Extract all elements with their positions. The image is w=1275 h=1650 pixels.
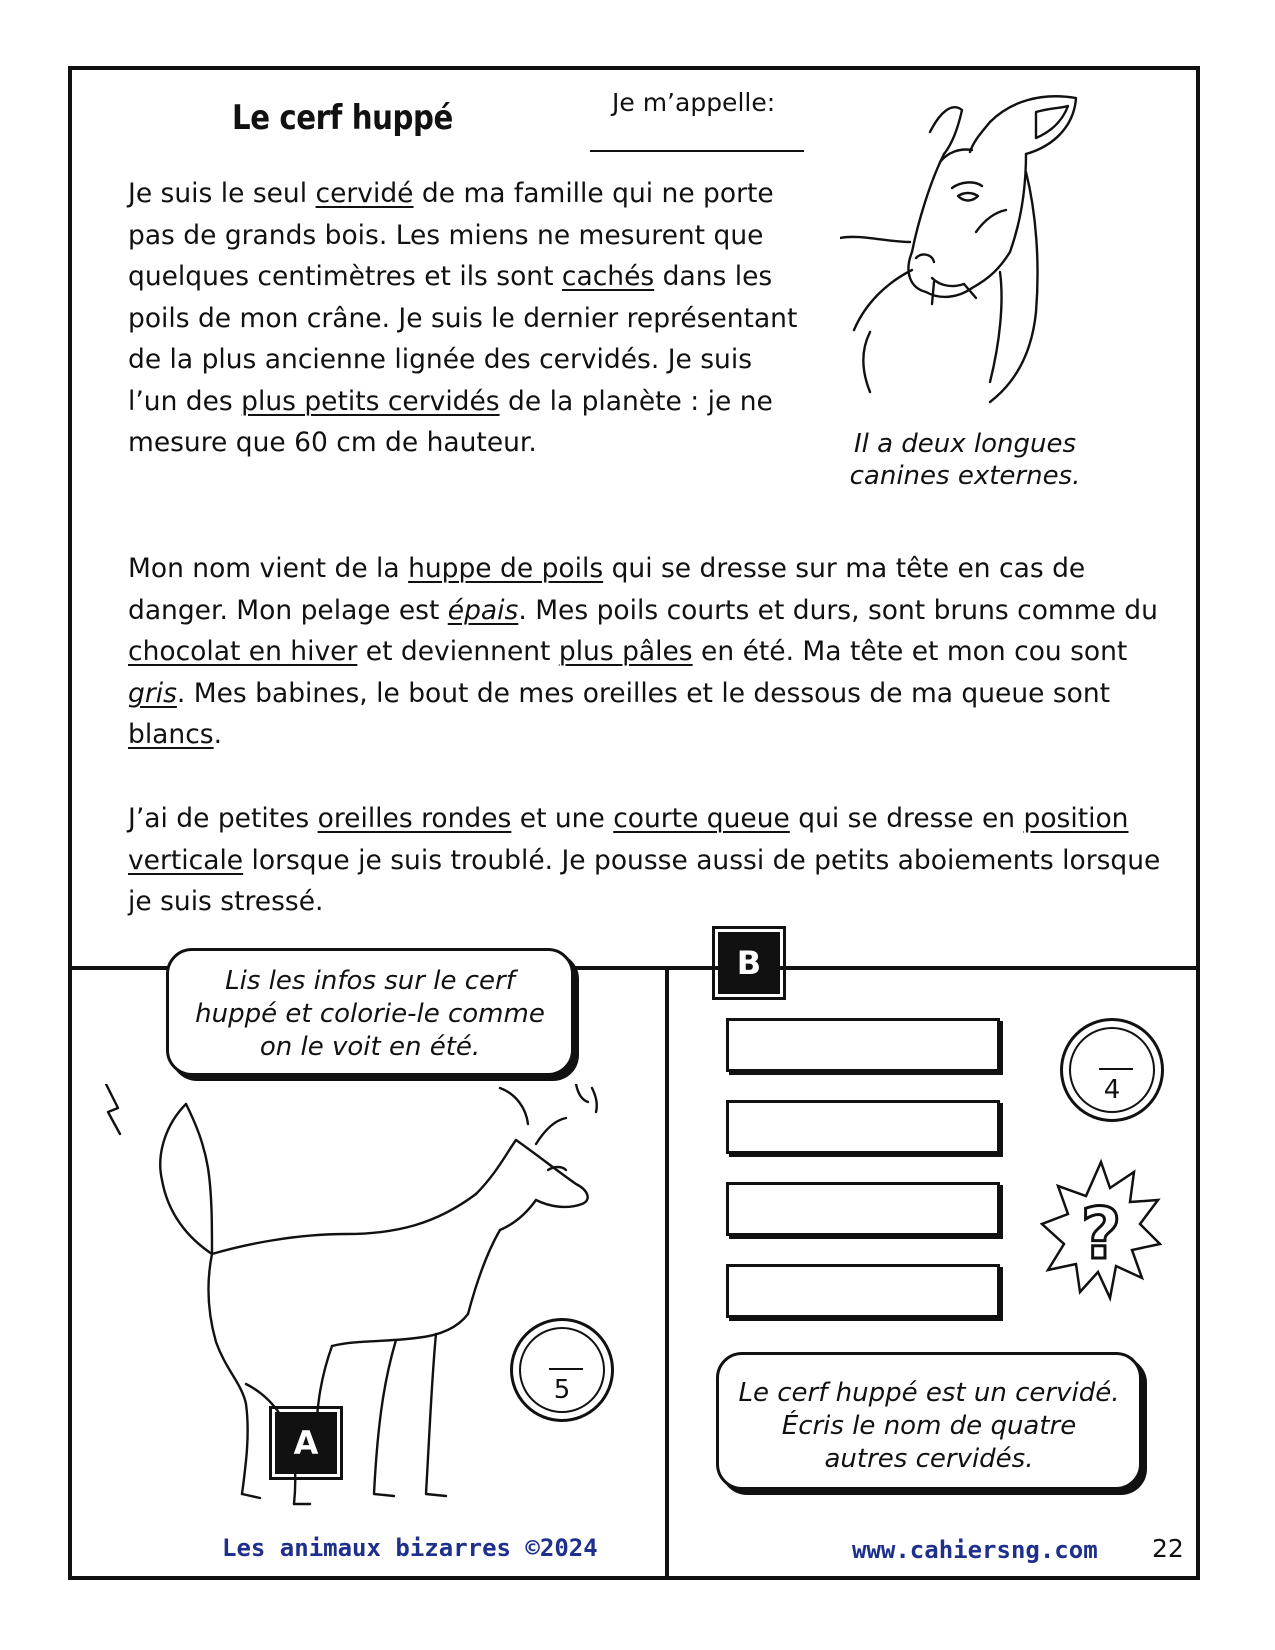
score-blank [1099, 1068, 1133, 1070]
answer-field-2[interactable] [726, 1100, 1000, 1154]
answer-field-4[interactable] [726, 1264, 1000, 1318]
underlined-keyword: huppe de poils [408, 553, 604, 584]
section-divider-vertical [665, 966, 669, 1580]
name-label: Je m’appelle: [612, 88, 776, 117]
instruction-bubble-b: Le cerf huppé est un cervidé. Écris le nom de quatre autres cervidés. [716, 1352, 1142, 1490]
underlined-keyword: cervidé [315, 178, 414, 209]
question-mark-burst-icon [1040, 1158, 1162, 1304]
underlined-keyword: plus petits cervidés [241, 385, 500, 417]
intro-paragraph-2: Mon nom vient de la huppe de poils qui se dresse sur ma tête en cas de danger. Mon pelage est épais. Mes poils courts et durs, sont bruns comme du chocolat en hiver et deviennent plus pâles en été. Ma tête et mon cou sont gris. Mes babines, le bout de mes oreilles et le dessous de ma queue sont blancs. [128, 553, 1158, 750]
underlined-keyword: plus pâles [558, 636, 693, 667]
answer-field-1[interactable] [726, 1018, 1000, 1072]
section-label-b: B [718, 932, 780, 994]
footer-copyright: Les animaux bizarres ©2024 [222, 1534, 598, 1562]
instruction-bubble-a: Lis les infos sur le cerf huppé et colorie-le comme on le voit en été. [166, 948, 574, 1076]
underlined-keyword: oreilles rondes [317, 803, 512, 834]
score-circle-b[interactable] [1060, 1018, 1164, 1122]
deer-body-illustration [96, 1084, 636, 1514]
page-number: 22 [1152, 1534, 1184, 1563]
underlined-keyword: blancs [128, 719, 214, 750]
score-max-b: 4 [1103, 1075, 1121, 1105]
page-title: Le cerf huppé [232, 98, 453, 138]
section-label-a: A [275, 1412, 337, 1474]
underlined-keyword: courte queue [613, 803, 790, 834]
illustration-caption: Il a deux longues canines externes. [849, 429, 1081, 491]
intro-paragraph-3: J’ai de petites oreilles rondes et une courte queue qui se dresse en position verticale lorsque je suis troublé. Je pousse aussi de petits aboiements lorsque je suis stressé. [128, 803, 1161, 917]
answer-field-3[interactable] [726, 1182, 1000, 1236]
footer-website-link[interactable]: www.cahiersng.com [852, 1536, 1098, 1564]
underlined-keyword: chocolat en hiver [128, 636, 358, 667]
deer-head-illustration [840, 92, 1130, 412]
svg-text:?: ? [1080, 1193, 1122, 1275]
underlined-keyword: gris [128, 677, 177, 709]
underlined-keyword: cachés [561, 261, 655, 292]
underlined-keyword: épais [447, 594, 519, 626]
score-blank [549, 1368, 583, 1370]
intro-paragraph-1: Je suis le seul cervidé de ma famille qui ne porte pas de grands bois. Les miens ne mesurent que quelques centimètres et ils sont cachés dans les poils de mon crâne. Je suis le dernier représentant de la plus ancienne lignée des cervidés. Je suis l’un des plus petits cervidés de la planète : je ne mesure que 60 cm de hauteur. [128, 178, 798, 458]
underlined-keyword: position verticale [128, 803, 1129, 876]
name-input-line[interactable] [590, 150, 804, 152]
score-max-a: 5 [553, 1375, 571, 1405]
score-circle-a[interactable] [510, 1318, 614, 1422]
